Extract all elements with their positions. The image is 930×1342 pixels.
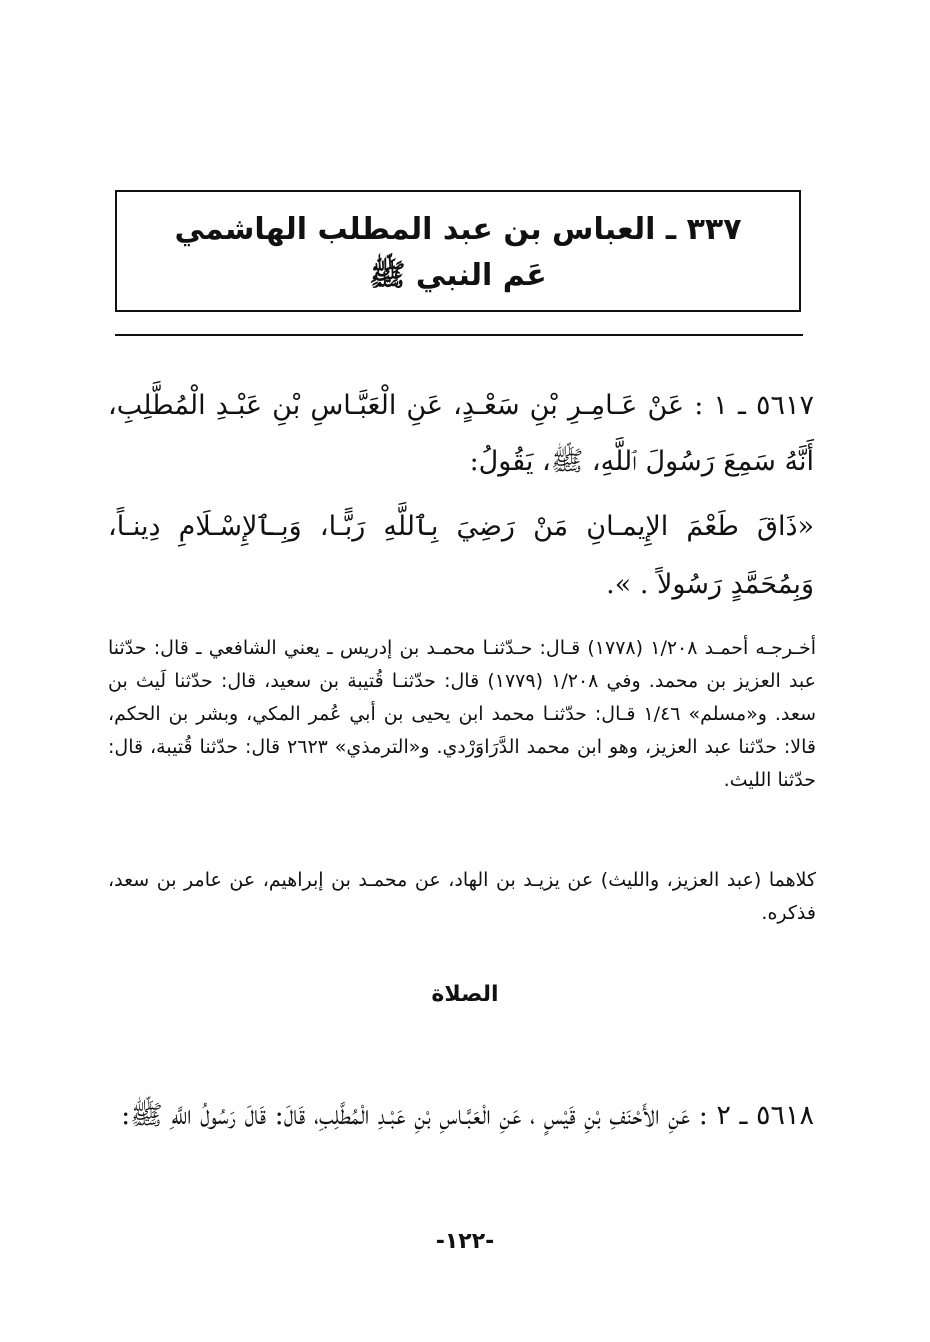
hadith-5617-matn: «ذَاقَ طَعْمَ الإِيمـانِ مَنْ رَضِيَ بِٱللَّهِ رَبًّـا، وَبِـٱلإِسْـلَامِ دِينـاً، وَبِمُحَمَّدٍ رَسُولاً . ». [108,511,814,600]
takhrij-paragraph-2: كلاهما (عبد العزيز، والليث) عن يزيـد بن الهاد، عن محمـد بن إبراهيم، عن عامر بن سعد، فذكره. [108,869,816,924]
page-number: -١٢٢- [435,1229,495,1254]
chapter-title: ٣٣٧ ـ العباس بن عبد المطلب الهاشمي [174,212,742,247]
chapter-heading-box [115,190,801,312]
hadith-5617-isnad: ٥٦١٧ ـ ١ : عَنْ عَـامِـرِ بْنِ سَعْـدٍ، عَنِ الْعَبَّـاسِ بْنِ عَبْـدِ الْمُطَّلِبِ، أَنَّهُ سَمِعَ رَسُولَ ٱللَّهِ، ﷺ، يَقُولُ: [108,390,814,477]
takhrij-paragraph-1: أخـرجـه أحمـد ١/٢٠٨ (١٧٧٨) قـال: حـدّثنـا محمـد بن إدريس ـ يعني الشافعي ـ قال: حدّثنا عبد العزيز بن محمد. وفي ١/٢٠٨ (١٧٧٩) قال: حدّثنـا قُتيبة بن سعيد، قال: حدّثنا لَيث بن سعد. و«مسلم» ١/٤٦ قـال: حدّثنـا محمد ابن يحيى بن أبي عُمر المكي، وبشر بن الحكم، قالا: حدّثنا عبد العزيز، وهو ابن محمد الدَّرَاوَرْدي. و«الترمذي» ٢٦٢٣ قال: حدّثنا قُتيبة، قال: حدّثنا الليث. [108,637,817,791]
hadith-5618-isnad: ٥٦١٨ ـ ٢ : عَنِ الأَحْنَفِ بْنِ قَيْسٍ ، عَنِ الْعَبَّـاسِ بْنِ عَبْـدِ الْمُطَّلِبِ، قَالَ: قَالَ رَسُولُ اللَّهِ ﷺ: [121,1100,814,1131]
heading-divider [115,334,803,336]
chapter-subtitle: عَم النبي ﷺ [369,258,547,293]
section-heading-salat: الصلاة [431,982,499,1007]
